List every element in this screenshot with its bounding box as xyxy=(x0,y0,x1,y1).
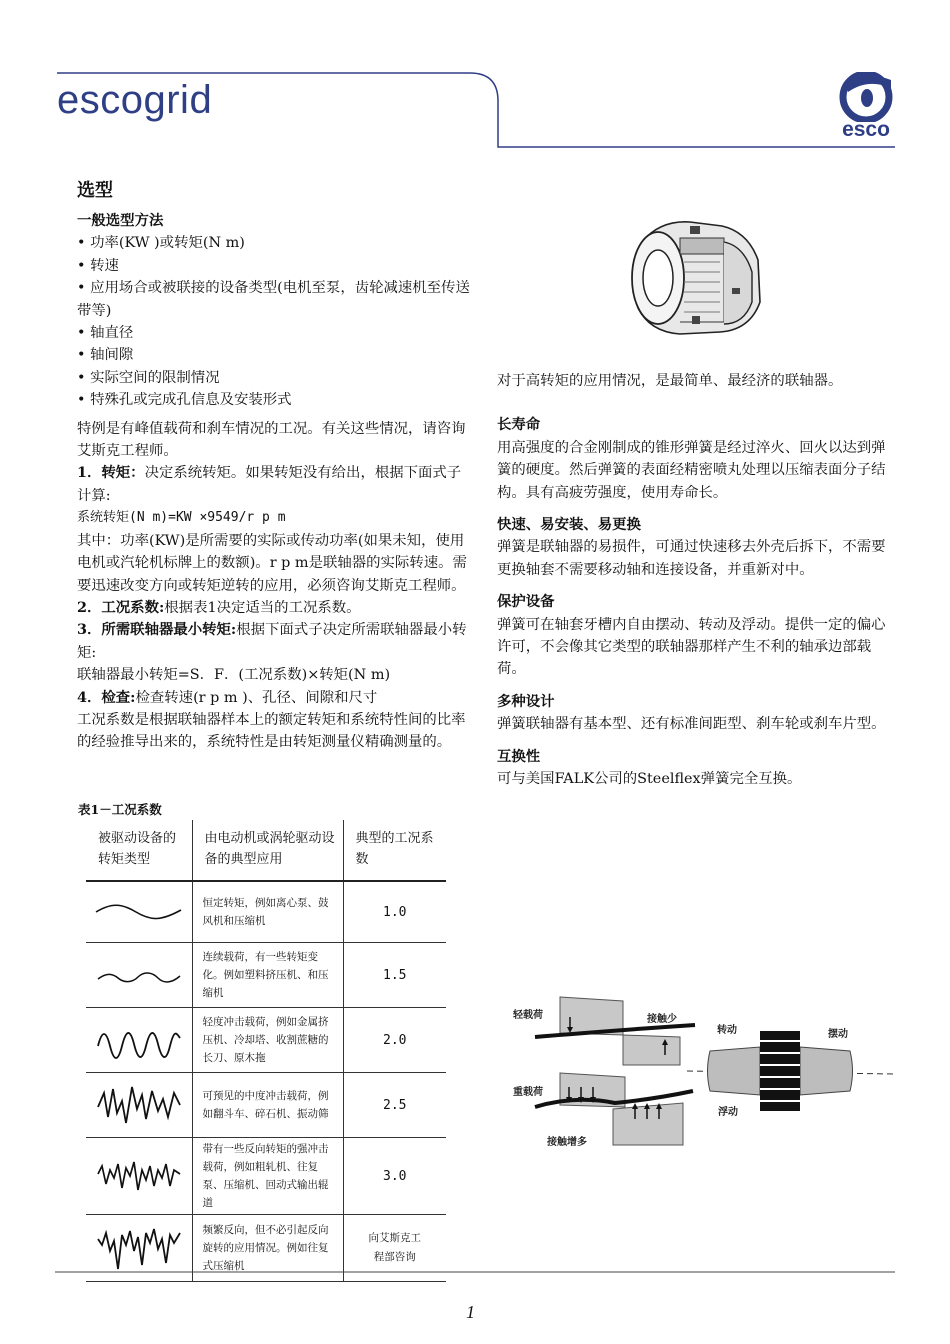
note-paragraph: 工况系数是根据联轴器样本上的额定转矩和系统特性间的比率的经验推导出来的，系统特性是由转矩测量仪精确测量的。 xyxy=(77,711,466,751)
row-factor: 向艾斯克工程部咨询 xyxy=(343,1215,446,1282)
light-wave-icon xyxy=(86,943,192,1008)
bullet-item: • 功率(KW )或转矩(N m) xyxy=(77,235,245,252)
row-factor: 1.0 xyxy=(343,881,446,943)
row-description: 连续载荷，有一些转矩变化。例如塑料挤压机、和压缩机 xyxy=(192,943,343,1008)
row-description: 带有一些反向转矩的强冲击载荷，例如粗轧机、往复泵、压缩机、回动式输出辊道 xyxy=(192,1138,343,1215)
esco-logo-icon xyxy=(836,72,896,122)
row-factor: 2.0 xyxy=(343,1008,446,1073)
svg-text:重载荷: 重载荷 xyxy=(513,1087,543,1098)
explain-paragraph: 其中：功率(KW)是所需要的实际或传动功率(如果未知，使用电机或汽轮机标牌上的数额)。r p m是联轴器的实际转速。需要迅速改变方向或转矩逆转的应用，必须咨询艾斯克工程师。 xyxy=(77,532,467,594)
table-row xyxy=(86,943,446,1008)
row-description: 可预见的中度冲击载荷，例如翻斗车、碎石机、振动筛 xyxy=(192,1073,343,1138)
section-heading: 保护设备 xyxy=(497,593,555,611)
footer-rule xyxy=(0,1270,950,1274)
section-text: 弹簧可在轴套牙槽内自由摆动、转动及浮动。提供一定的偏心许可，不会像其它类型的联轴器那样产生不利的轴承边部载荷。 xyxy=(497,616,886,678)
coupling-illustration xyxy=(620,212,770,342)
table-row xyxy=(86,1138,446,1215)
shock-wave-icon xyxy=(86,1073,192,1138)
logo-text: esco xyxy=(842,118,890,141)
row-description: 恒定转矩，例如离心泵、鼓风机和压缩机 xyxy=(192,881,343,943)
right-intro: 对于高转矩的应用情况，是最简单、最经济的联轴器。 xyxy=(497,373,843,389)
table-header-row xyxy=(86,820,446,881)
table-row xyxy=(86,881,446,943)
step-3: 3．所需联轴器最小转矩:根据下面式子决定所需联轴器最小转矩: xyxy=(77,621,467,661)
row-description: 频繁反向，但不必引起反向旋转的应用情况。例如往复式压缩机 xyxy=(192,1215,343,1282)
svg-text:浮动: 浮动 xyxy=(718,1107,738,1118)
medium-wave-icon xyxy=(86,1008,192,1073)
bullet-item: • 实际空间的限制情况 xyxy=(77,369,220,386)
page-number: 1 xyxy=(466,1302,475,1322)
reverse-wave-icon xyxy=(86,1138,192,1215)
formula-1: 系统转矩(N m)=KW ×9549/r p m xyxy=(77,510,286,526)
right-column xyxy=(497,370,899,791)
section-heading: 快速、易安装、易更换 xyxy=(497,516,641,534)
svg-text:摆动: 摆动 xyxy=(828,1029,848,1040)
svg-text:轻载荷: 轻载荷 xyxy=(513,1010,543,1021)
section-heading: 长寿命 xyxy=(497,416,541,434)
bullet-item: • 轴间隙 xyxy=(77,347,134,364)
brand-name: escogrid xyxy=(57,78,213,122)
row-factor: 1.5 xyxy=(343,943,446,1008)
row-factor: 3.0 xyxy=(343,1138,446,1215)
svg-text:接触增多: 接触增多 xyxy=(547,1137,587,1148)
row-factor: 2.5 xyxy=(343,1073,446,1138)
section-text: 弹簧联轴器有基本型、还有标准间距型、刹车轮或刹车片型。 xyxy=(497,716,886,733)
section-text: 弹簧是联轴器的易损件，可通过快速移去外壳后拆下，不需要更换轴套不需要移动轴和连接设备，并重新对中。 xyxy=(497,539,886,578)
section-title: 选型 xyxy=(77,180,113,201)
section-text: 可与美国FALK公司的Steelflex弹簧完全互换。 xyxy=(497,771,802,788)
spring-load-diagram xyxy=(505,995,900,1155)
left-column xyxy=(77,210,472,754)
bullet-item: • 转速 xyxy=(77,257,119,274)
table-row xyxy=(86,1073,446,1138)
section-heading: 多种设计 xyxy=(497,692,555,710)
svg-text:转动: 转动 xyxy=(717,1025,737,1036)
step-1: 1．转矩：决定系统转矩。如果转矩没有给出，根据下面式子计算: xyxy=(77,464,462,504)
section-text: 用高强度的合金刚制成的锥形弹簧是经过淬火、回火以达到弹簧的硬度。然后弹簧的表面经精密喷丸处理以压缩表面分子结构。具有高疲劳强度，使用寿命长。 xyxy=(497,439,886,501)
section-heading: 互换性 xyxy=(497,747,541,765)
general-method-heading: 一般选型方法 xyxy=(77,212,164,229)
header-factor: 典型的工况系数 xyxy=(343,820,446,881)
svg-text:接触少: 接触少 xyxy=(647,1014,677,1025)
table-row xyxy=(86,1008,446,1073)
header-torque-type: 被驱动设备的转矩类型 xyxy=(86,820,192,881)
header-application: 由电动机或涡轮驱动设备的典型应用 xyxy=(192,820,343,881)
bullet-item: • 应用场合或被联接的设备类型(电机至泵，齿轮减速机至传送带等) xyxy=(77,280,470,319)
step-2: 2．工况系数:根据表1决定适当的工况系数。 xyxy=(77,598,361,616)
step-4: 4．检查:检查转速(r p m )、孔径、间隙和尺寸 xyxy=(77,688,378,706)
intro-paragraph: 特例是有峰值载荷和刹车情况的工况。有关这些情况，请咨询艾斯克工程师。 xyxy=(77,420,466,460)
bullet-item: • 特殊孔或完成孔信息及安装形式 xyxy=(77,392,292,409)
formula-2: 联轴器最小转矩=S．F．(工况系数)×转矩(N m) xyxy=(77,667,391,684)
bullet-item: • 轴直径 xyxy=(77,325,134,342)
service-factor-table xyxy=(86,820,446,1282)
row-description: 轻度冲击载荷，例如金属挤压机、冷却塔、收割蔗糖的长刀、原木拖 xyxy=(192,1008,343,1073)
table-caption: 表1－工况系数 xyxy=(78,802,162,817)
smooth-wave-icon xyxy=(86,881,192,943)
